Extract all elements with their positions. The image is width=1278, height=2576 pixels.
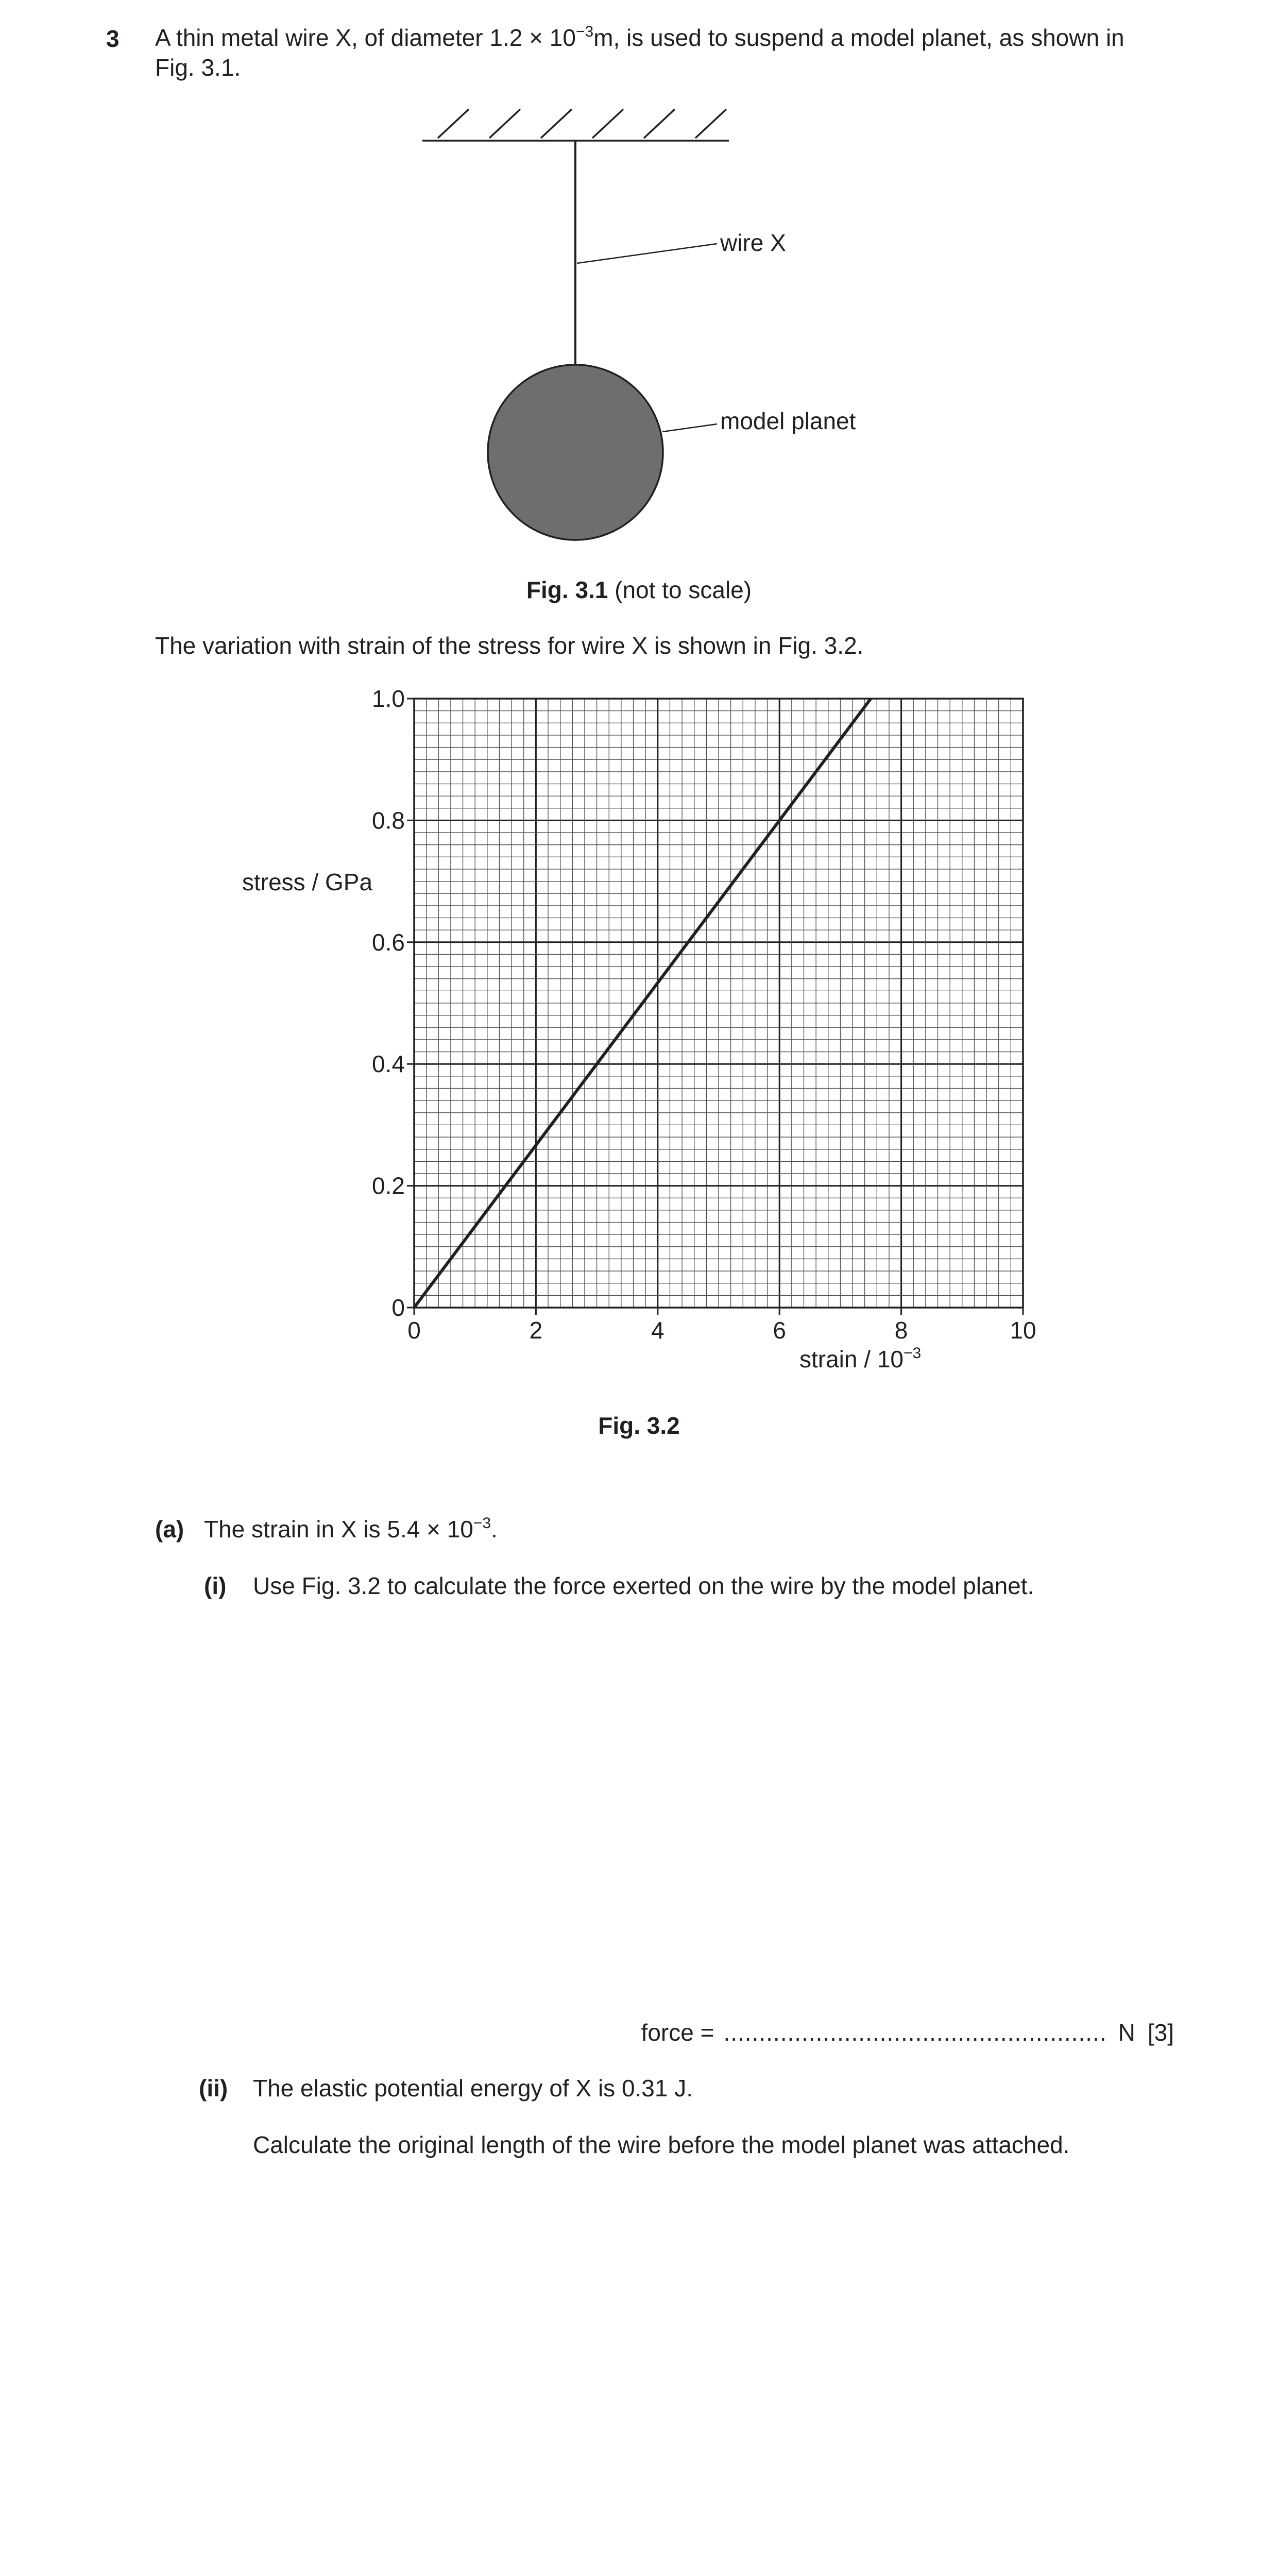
force-unit: N: [1118, 2019, 1135, 2046]
y-tick-label: 0.8: [372, 807, 405, 834]
part-a-i-text: Use Fig. 3.2 to calculate the force exerted on the wire by the model planet.: [253, 1572, 1034, 1599]
fig-3-2-caption: Fig. 3.2: [598, 1412, 680, 1439]
intro-line1-post: m, is used to suspend a model planet, as shown in: [593, 24, 1124, 51]
intro-line1-pre: A thin metal wire X, of diameter 1.2 × 10: [155, 24, 576, 51]
intro-line1-exp: −3: [575, 23, 594, 40]
part-a-text: [204, 1515, 498, 1543]
part-a-text-post: .: [491, 1516, 498, 1543]
x-axis-label-exp: −3: [904, 1345, 922, 1362]
stress-strain-intro: The variation with strain of the stress for wire X is shown in Fig. 3.2.: [155, 632, 864, 659]
y-tick-label: 0.2: [372, 1172, 405, 1199]
part-a-ii-text2: Calculate the original length of the wire before the model planet was attached.: [253, 2131, 1070, 2158]
x-axis-label-text: strain / 10: [799, 1346, 904, 1372]
x-tick-label: 6: [773, 1317, 786, 1344]
force-answer-label: force =: [641, 2019, 714, 2046]
y-tick-label: 0: [391, 1294, 405, 1321]
wire-x-label: wire X: [720, 229, 786, 256]
y-axis-label: stress / GPa: [242, 869, 373, 895]
part-a-label: (a): [155, 1516, 184, 1543]
part-a-ii-text1: The elastic potential energy of X is 0.31 J.: [253, 2075, 693, 2102]
x-tick-label: 8: [894, 1317, 908, 1344]
x-tick-label: 2: [529, 1317, 543, 1344]
x-tick-label: 4: [651, 1317, 664, 1344]
model-planet-label: model planet: [720, 408, 856, 434]
y-tick-label: 0.4: [372, 1050, 405, 1078]
part-a-text-exp: −3: [473, 1515, 491, 1532]
part-a-i-label: (i): [204, 1572, 227, 1599]
y-tick-label: 1.0: [372, 685, 405, 712]
fig-3-1-caption-bold: Fig. 3.1: [526, 577, 608, 603]
force-marks: [3]: [1147, 2019, 1174, 2046]
y-tick-label: 0.6: [372, 928, 405, 956]
part-a-ii-label: (ii): [199, 2075, 228, 2102]
force-answer-line: [412, 2019, 1174, 2046]
part-a-text-pre: The strain in X is 5.4 × 10: [204, 1516, 473, 1543]
force-answer-field[interactable]: ......................................................: [723, 2019, 1107, 2046]
question-number: 3: [106, 25, 120, 52]
x-tick-label: 10: [1010, 1317, 1036, 1344]
fig-3-1-caption-rest: (not to scale): [608, 577, 752, 603]
x-axis-label: [799, 1345, 921, 1373]
x-tick-label: 0: [407, 1317, 421, 1344]
intro-line2: Fig. 3.1.: [155, 54, 241, 81]
